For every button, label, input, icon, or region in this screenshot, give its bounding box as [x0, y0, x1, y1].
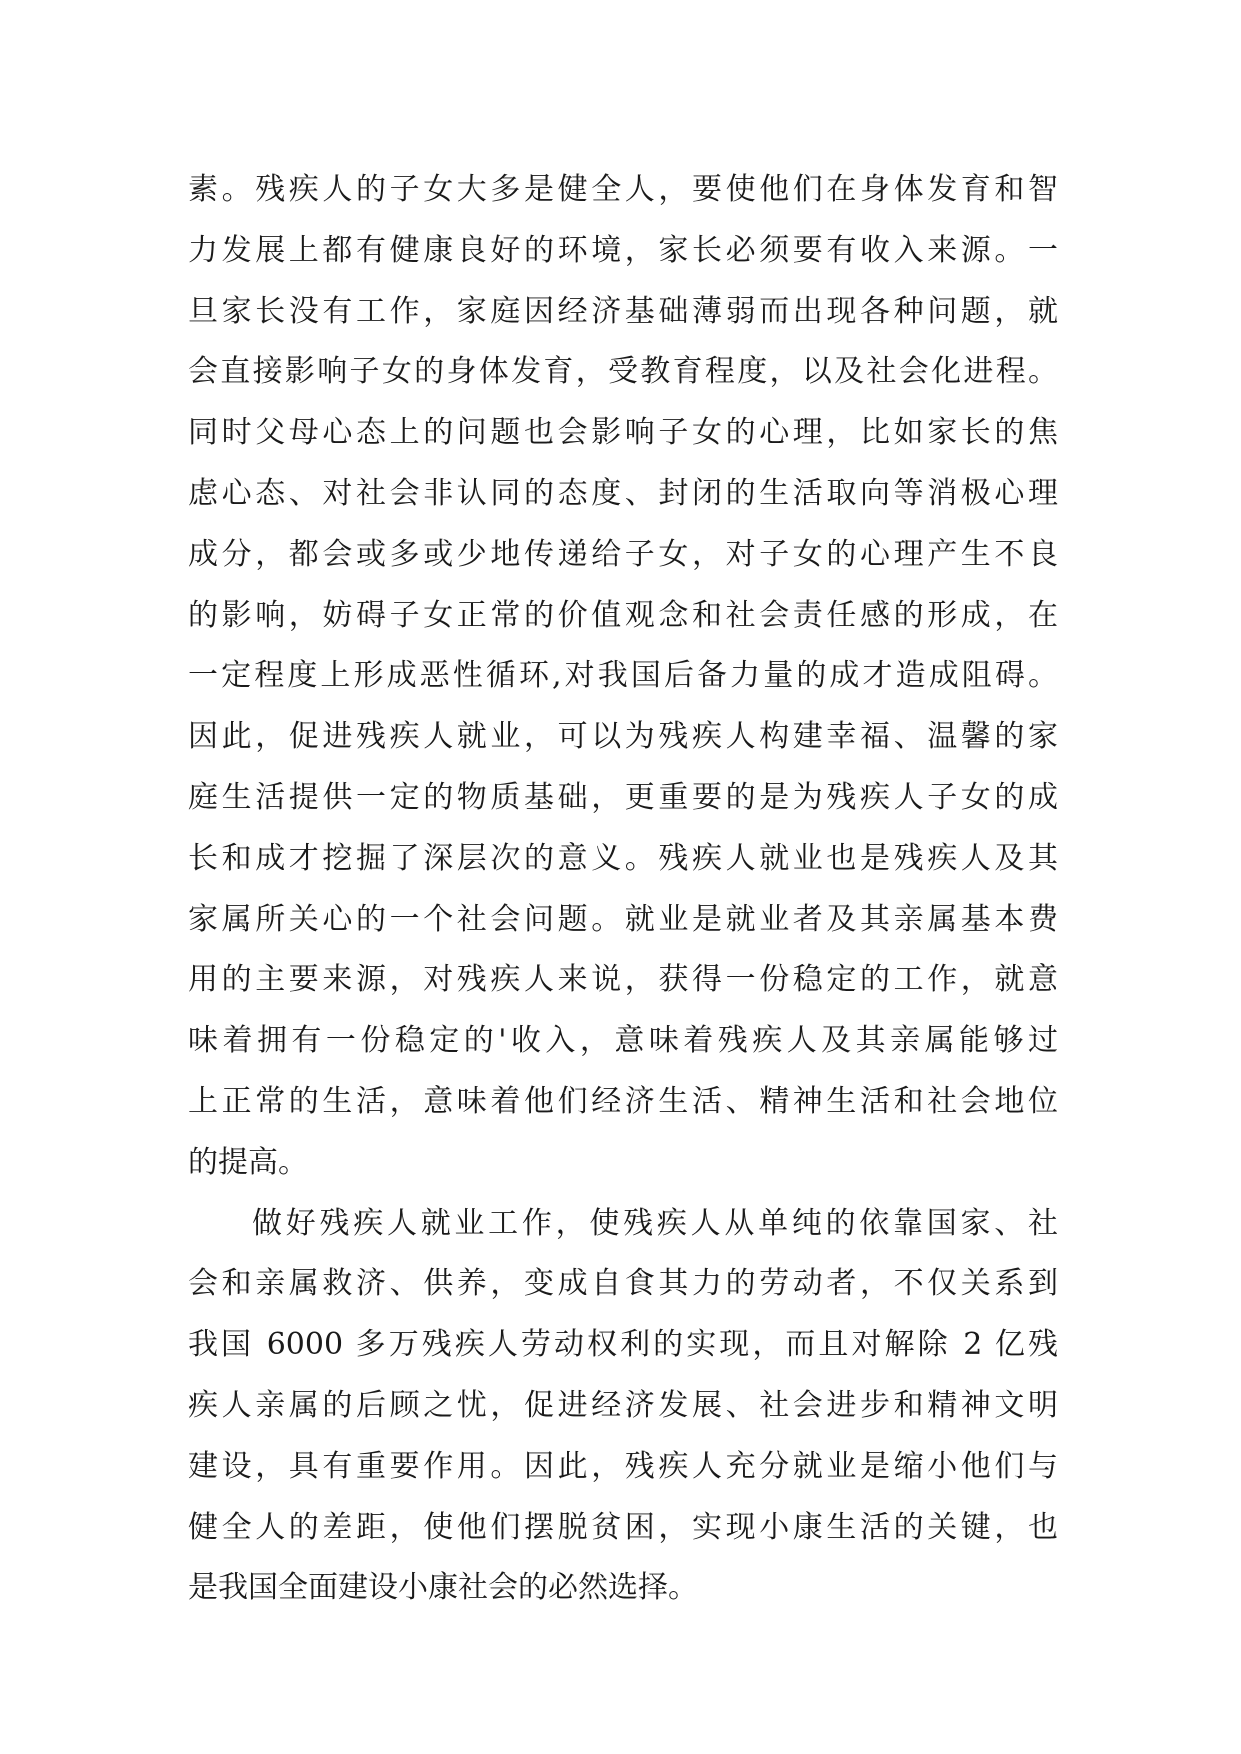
text-line: 做好残疾人就业工作，使残疾人从单纯的依靠国家、社 — [252, 1205, 1058, 1241]
text-line: 会和亲属救济、供养，变成自食其力的劳动者，不仅关系到 — [188, 1266, 1058, 1302]
paragraph-2 — [188, 1194, 1058, 1620]
text-line: 会直接影响子女的身体发育，受教育程度，以及社会化进程。 — [188, 354, 1058, 390]
text-line: 同时父母心态上的问题也会影响子女的心理，比如家长的焦 — [188, 415, 1058, 451]
text-line: 一定程度上形成恶性循环,对我国后备力量的成才造成阻碍。 — [188, 658, 1058, 694]
text-line: 家属所关心的一个社会问题。就业是就业者及其亲属基本费 — [188, 901, 1058, 937]
text-line: 素。残疾人的子女大多是健全人，要使他们在身体发育和智 — [188, 172, 1058, 207]
text-line: 上正常的生活，意味着他们经济生活、精神生活和社会地位 — [188, 1083, 1058, 1119]
paragraph-1 — [188, 160, 1058, 1194]
text-line: 长和成才挖掘了深层次的意义。残疾人就业也是残疾人及其 — [188, 840, 1058, 876]
text-line: 虑心态、对社会非认同的态度、封闭的生活取向等消极心理 — [188, 475, 1058, 511]
text-line: 的提高。 — [188, 1144, 308, 1180]
text-line: 成分，都会或多或少地传递给子女，对子女的心理产生不良 — [188, 536, 1058, 572]
text-line: 健全人的差距，使他们摆脱贫困，实现小康生活的关键，也 — [188, 1509, 1058, 1545]
text-line: 旦家长没有工作，家庭因经济基础薄弱而出现各种问题，就 — [188, 293, 1058, 329]
text-line: 我国 6000 多万残疾人劳动权利的实现，而且对解除 2 亿残 — [188, 1327, 1058, 1363]
text-line: 用的主要来源，对残疾人来说，获得一份稳定的工作，就意 — [188, 962, 1058, 998]
text-line: 建设，具有重要作用。因此，残疾人充分就业是缩小他们与 — [188, 1448, 1058, 1484]
text-line: 庭生活提供一定的物质基础，更重要的是为残疾人子女的成 — [188, 779, 1058, 815]
text-line: 力发展上都有健康良好的环境，家长必须要有收入来源。一 — [188, 232, 1058, 268]
text-line: 的影响，妨碍子女正常的价值观念和社会责任感的形成，在 — [188, 597, 1058, 633]
text-line: 是我国全面建设小康社会的必然选择。 — [188, 1570, 698, 1606]
body-text — [188, 160, 1058, 1619]
text-line: 味着拥有一份稳定的'收入，意味着残疾人及其亲属能够过 — [188, 1023, 1058, 1059]
text-line: 因此，促进残疾人就业，可以为残疾人构建幸福、温馨的家 — [188, 719, 1058, 755]
text-line: 疾人亲属的后顾之忧，促进经济发展、社会进步和精神文明 — [188, 1387, 1058, 1423]
